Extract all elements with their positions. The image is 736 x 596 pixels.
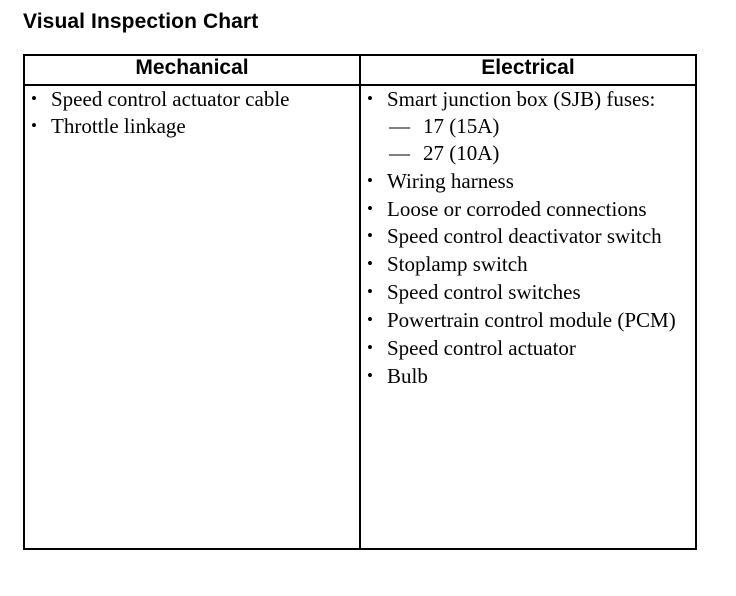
sub-list-item	[387, 113, 695, 140]
list-item-label: Speed control actuator	[387, 335, 576, 360]
table-body-row	[24, 85, 696, 549]
sub-list-item	[387, 140, 695, 167]
list-item-label: Wiring harness	[387, 168, 514, 193]
table-header-row	[24, 55, 696, 85]
page-title: Visual Inspection Chart	[23, 10, 259, 33]
list-item-label: Smart junction box (SJB) fuses:	[387, 87, 656, 111]
list-item	[25, 86, 359, 113]
list-item-label: Loose or corroded connections	[387, 196, 647, 221]
list-item	[361, 168, 695, 195]
list-item	[361, 279, 695, 306]
list-item	[361, 196, 695, 223]
list-item-label: Bulb	[387, 363, 428, 388]
sub-list	[387, 113, 695, 167]
list-item	[361, 307, 695, 334]
list-item	[361, 335, 695, 362]
list-item-label: Speed control switches	[387, 280, 581, 305]
mechanical-list	[25, 86, 359, 140]
column-header-mechanical: Mechanical	[24, 55, 360, 85]
list-item	[25, 113, 359, 140]
list-item-label: Stoplamp switch	[387, 252, 528, 277]
electrical-list	[361, 86, 695, 390]
electrical-cell	[360, 85, 696, 549]
list-item-label: Powertrain control module (PCM)	[387, 308, 676, 332]
list-item-label: Speed control actuator cable	[51, 87, 290, 111]
sub-list-item-label: 17 (15A)	[423, 113, 500, 138]
column-header-electrical: Electrical	[360, 55, 696, 85]
list-item	[361, 223, 695, 250]
list-item	[361, 86, 695, 167]
visual-inspection-table	[23, 54, 697, 550]
mechanical-cell	[24, 85, 360, 549]
sub-list-item-label: 27 (10A)	[423, 140, 500, 165]
list-item-label: Speed control deactivator switch	[387, 224, 662, 249]
list-item-label: Throttle linkage	[51, 113, 186, 138]
list-item	[361, 363, 695, 390]
list-item	[361, 251, 695, 278]
